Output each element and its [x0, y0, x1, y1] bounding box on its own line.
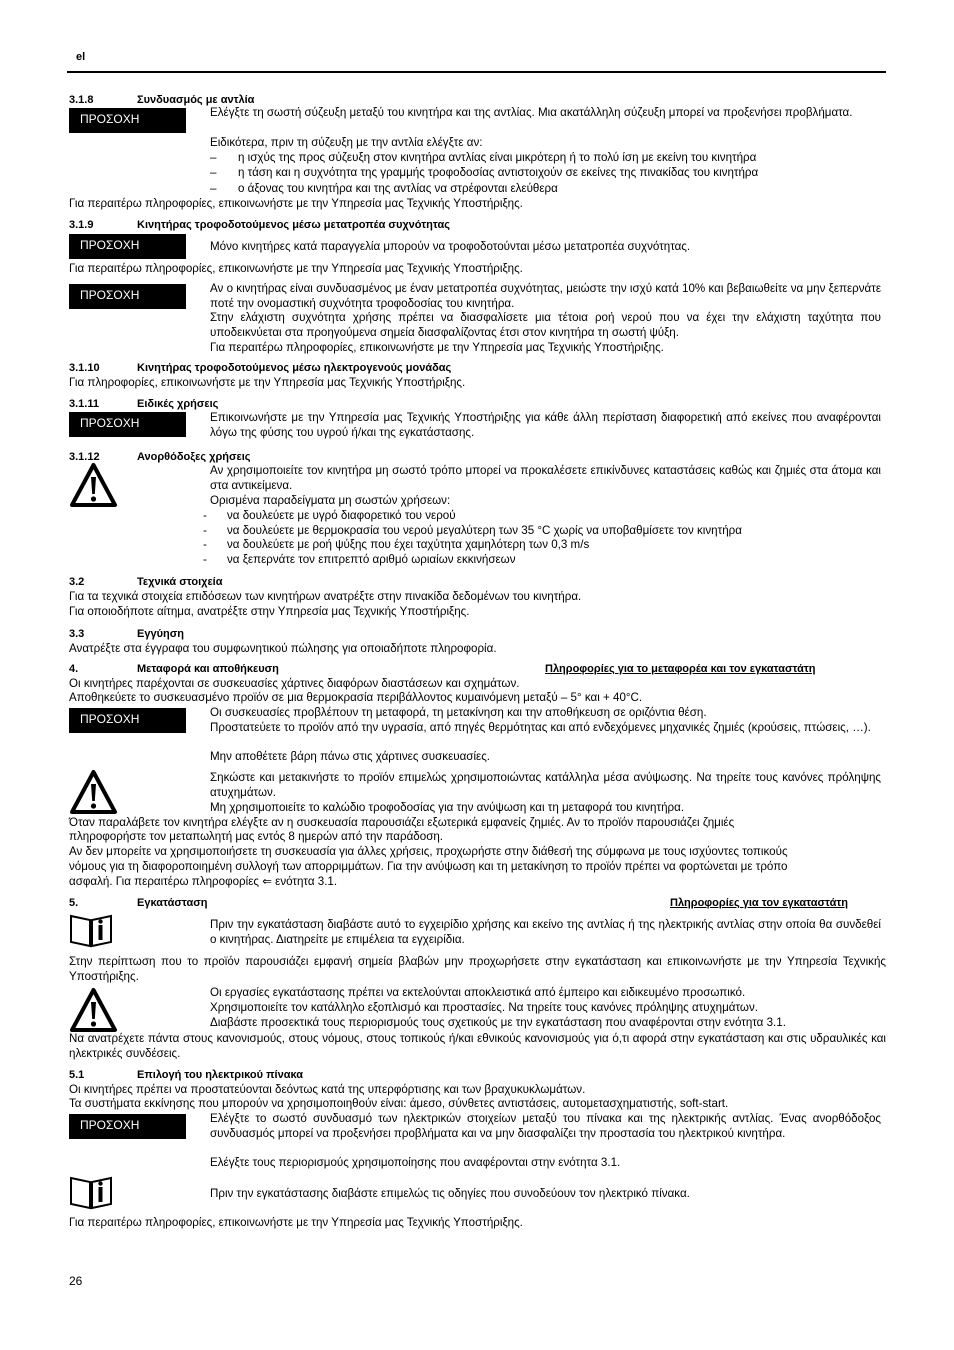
- paragraph: Διαβάστε προσεκτικά τους περιορισμούς τους σχετικούς με την εγκατάσταση που αναφέρονται στην ενότητα 3.1.: [210, 1016, 786, 1029]
- paragraph: Προστατεύετε το προϊόν από την υγρασία, από πηγές θερμότητας και από ενδεχόμενες μηχανικές ζημιές (κρούσεις, πτώσεις, …).: [210, 721, 871, 734]
- page-number: 26: [69, 1274, 83, 1288]
- list-item: – η τάση και η συχνότητα της γραμμής τροφοδοσίας αντιστοιχούν σε εκείνες της πινακίδας του κινητήρα: [210, 166, 759, 179]
- header-rule: [67, 71, 886, 73]
- paragraph: Ορισμένα παραδείγματα μη σωστών χρήσεων:: [210, 494, 451, 507]
- warning-badge: ΠΡΟΣΟΧΗ: [69, 1114, 186, 1139]
- warning-badge: ΠΡΟΣΟΧΗ: [69, 284, 186, 309]
- heading-5-1: 5.1 Επιλογή του ηλεκτρικού πίνακα: [69, 1069, 303, 1081]
- paragraph: Οι κινητήρες παρέχονται σε συσκευασίες χάρτινες διαφόρων διαστάσεων και σχημάτων.: [69, 677, 520, 690]
- warning-triangle-icon: [69, 769, 118, 815]
- paragraph: ασφαλή. Για περαιτέρω πληροφορίες ⇐ ενότητα 3.1.: [69, 875, 338, 888]
- paragraph: Στην περίπτωση που το προϊόν παρουσιάζει εμφανή σημεία βλαβών μην προχωρήσετε στην εγκατάσταση και επικοινωνήστε με την Υπηρεσία Τεχνικής Υποστήριξης.: [69, 955, 886, 983]
- heading-5: 5. Εγκατάσταση: [69, 897, 208, 909]
- paragraph: νόμους για τη διαφοροποιημένη συλλογή των απορριμμάτων. Για την ανύψωση και τη μετακίνηση το προϊόν πρέπει να φορτώνεται με τρόπο: [69, 860, 788, 873]
- audience-note: Πληροφορίες για το μεταφορέα και τον εγκαταστάτη: [545, 663, 816, 675]
- paragraph: Αποθηκεύετε το συσκευασμένο προϊόν σε μια θερμοκρασία περιβάλλοντος κυμαινόμενη μεταξύ – 5° και + 40°C.: [69, 691, 643, 704]
- paragraph: Αν ο κινητήρας είναι συνδυασμένος με έναν μετατροπέα συχνότητας, μειώστε την ισχύ κατά 10% και βεβαιωθείτε να μην ξεπερνάτε ποτέ την ονομαστική συχνότητα τροφοδοσίας του κινητήρα.: [210, 282, 881, 310]
- paragraph: Μόνο κινητήρες κατά παραγγελία μπορούν να τροφοδοτούνται μέσω μετατροπέα συχνότητας.: [210, 240, 691, 253]
- audience-note: Πληροφορίες για τον εγκαταστάτη: [670, 897, 848, 909]
- paragraph: Ανατρέξτε στα έγγραφα του συμφωνητικού πώλησης για οποιαδήποτε πληροφορία.: [69, 642, 497, 655]
- paragraph: Αν δεν μπορείτε να χρησιμοποιήσετε τη συσκευασία για άλλες χρήσεις, προχωρήστε στην διάθεσή της σύμφωνα με τους ισχύοντες τοπικούς: [69, 845, 788, 858]
- warning-badge: ΠΡΟΣΟΧΗ: [69, 708, 186, 733]
- paragraph: Για περαιτέρω πληροφορίες, επικοινωνήστε με την Υπηρεσία μας Τεχνικής Υποστήριξης.: [69, 197, 523, 210]
- paragraph: Τα συστήματα εκκίνησης που μπορούν να χρησιμοποιηθούν είναι: άμεσο, σύνθετες αντιστάσεις, αυτομετασχηματιστής, soft-start.: [69, 1097, 729, 1110]
- warning-badge: ΠΡΟΣΟΧΗ: [69, 234, 186, 259]
- paragraph: Όταν παραλάβετε τον κινητήρα ελέγξτε αν η συσκευασία παρουσιάζει εξωτερικά εμφανείς ζημιές. Αν το προϊόν παρουσιάζει ζημιές: [69, 816, 735, 829]
- paragraph: Για οποιοδήποτε αίτημα, ανατρέξτε στην Υπηρεσία μας Τεχνικής Υποστήριξης.: [69, 605, 470, 618]
- paragraph: Ελέγξτε τη σωστή σύζευξη μεταξύ του κινητήρα και της αντλίας. Μια ακατάλληλη σύζευξη μπορεί να προξενήσει προβλήματα.: [210, 106, 853, 119]
- list-item: – η ισχύς της προς σύζευξη στον κινητήρα αντλίας είναι μικρότερη ή το πολύ ίση με εκείνη του κινητήρα: [210, 151, 757, 164]
- paragraph: Να ανατρέχετε πάντα στους κανονισμούς, στους νόμους, στους τοπικούς ή/και εθνικούς κανονισμούς για ό,τι αφορά στην εγκατάσταση και στις υδραυλικές και ηλεκτρικές συνδέσεις.: [69, 1032, 886, 1060]
- paragraph: Για τα τεχνικά στοιχεία επιδόσεων των κινητήρων ανατρέξτε στην πινακίδα δεδομένων του κινητήρα.: [69, 590, 582, 603]
- language-code: el: [76, 51, 86, 63]
- paragraph: Οι κινητήρες πρέπει να προστατεύονται δεόντως κατά της υπερφόρτισης και των βραχυκυκλωμάτων.: [69, 1083, 586, 1096]
- paragraph: πληροφορήστε τον μεταπωλητή μας εντός 8 ημερών από την παράδοση.: [69, 830, 444, 843]
- read-manual-icon: [69, 1174, 113, 1210]
- heading-3-1-8: 3.1.8 Συνδυασμός με αντλία: [69, 94, 255, 106]
- warning-badge: ΠΡΟΣΟΧΗ: [69, 412, 186, 437]
- list-item: - να δουλεύετε με ροή ψύξης που έχει ταχύτητα χαμηλότερη των 0,3 m/s: [203, 538, 590, 551]
- heading-4: 4. Μεταφορά και αποθήκευση: [69, 663, 279, 675]
- paragraph: Επικοινωνήστε με την Υπηρεσία μας Τεχνικής Υποστήριξης για κάθε άλλη περίσταση διαφορετική από εκείνες που αναφέρονται λόγω της φύσης του υγρού ή/και της εγκατάστασης.: [210, 411, 881, 439]
- read-manual-icon: [69, 912, 113, 948]
- paragraph: Αν χρησιμοποιείτε τον κινητήρα μη σωστό τρόπο μπορεί να προκαλέσετε επικίνδυνες καταστάσεις καθώς και ζημιές στα άτομα και στα αντικείμενα.: [210, 464, 881, 492]
- paragraph: Για περαιτέρω πληροφορίες, επικοινωνήστε με την Υπηρεσία μας Τεχνικής Υποστήριξης.: [210, 341, 664, 354]
- heading-3-1-12: 3.1.12 Ανορθόδοξες χρήσεις: [69, 451, 251, 463]
- paragraph: Για περαιτέρω πληροφορίες, επικοινωνήστε με την Υπηρεσία μας Τεχνικής Υποστήριξης.: [69, 1216, 523, 1229]
- paragraph: Οι εργασίες εγκατάστασης πρέπει να εκτελούνται αποκλειστικά από έμπειρο και ειδικευμένο προσωπικό.: [210, 986, 746, 999]
- paragraph: Για πληροφορίες, επικοινωνήστε με την Υπηρεσία μας Τεχνικής Υποστήριξης.: [69, 376, 466, 389]
- paragraph: Πριν την εγκατάστασης διαβάστε επιμελώς τις οδηγίες που συνοδεύουν τον ηλεκτρικό πίνακα.: [210, 1187, 690, 1200]
- heading-3-2: 3.2 Τεχνικά στοιχεία: [69, 576, 223, 588]
- heading-3-1-10: 3.1.10 Κινητήρας τροφοδοτούμενος μέσω ηλεκτρογενούς μονάδας: [69, 362, 452, 374]
- warning-triangle-icon: [69, 462, 118, 508]
- list-item: - να ξεπερνάτε τον επιτρεπτό αριθμό ωριαίων εκκινήσεων: [203, 553, 516, 566]
- list-item: – ο άξονας του κινητήρα και της αντλίας να στρέφονται ελεύθερα: [210, 182, 558, 195]
- paragraph: Πριν την εγκατάσταση διαβάστε αυτό το εγχειρίδιο χρήσης και εκείνο της αντλίας ή της ηλεκτρικής αντλίας στην οποία θα συνδεθεί ο κινητήρας. Διατηρείτε με επιμέλεια τα εγχειρίδια.: [210, 918, 881, 946]
- list-item: - να δουλεύετε με υγρό διαφορετικό του νερού: [203, 509, 456, 522]
- paragraph: Ελέγξτε το σωστό συνδυασμό των ηλεκτρικών στοιχείων μεταξύ του πίνακα και της ηλεκτρικής αντλίας. Ένας ανορθόδοξος συνδυασμός μπορεί να προξενήσει προβλήματα και να μην διασφαλίζει την προστασία του ηλεκτρικού κινητήρα.: [210, 1112, 881, 1140]
- paragraph: Ειδικότερα, πριν τη σύζευξη με την αντλία ελέγξτε αν:: [210, 136, 483, 149]
- paragraph: Μην αποθέτετε βάρη πάνω στις χάρτινες συσκευασίες.: [210, 750, 491, 763]
- heading-3-3: 3.3 Εγγύηση: [69, 628, 184, 640]
- heading-3-1-11: 3.1.11 Ειδικές χρήσεις: [69, 398, 219, 410]
- paragraph: Χρησιμοποιείτε τον κατάλληλο εξοπλισμό και προστασίες. Να τηρείτε τους κανόνες πρόληψης ατυχημάτων.: [210, 1001, 758, 1014]
- paragraph: Οι συσκευασίες προβλέπουν τη μεταφορά, τη μετακίνηση και την αποθήκευση σε οριζόντια θέση.: [210, 706, 707, 719]
- paragraph: Σηκώστε και μετακινήστε το προϊόν επιμελώς χρησιμοποιώντας κατάλληλα μέσα ανύψωσης. Να τηρείτε τους κανόνες πρόληψης ατυχημάτων.: [210, 771, 881, 799]
- warning-badge: ΠΡΟΣΟΧΗ: [69, 108, 186, 133]
- warning-triangle-icon: [69, 987, 118, 1033]
- paragraph: Ελέγξτε τους περιορισμούς χρησιμοποίησης που αναφέρονται στην ενότητα 3.1.: [210, 1156, 621, 1169]
- paragraph: Μη χρησιμοποιείτε το καλώδιο τροφοδοσίας για την ανύψωση και τη μεταφορά του κινητήρα.: [210, 801, 685, 814]
- paragraph: Στην ελάχιστη συχνότητα χρήσης πρέπει να διασφαλίσετε μια τέτοια ροή νερού που να έχει την ελάχιστη ταχύτητα που υποδεικνύεται στα προηγούμενα σημεία διασφαλίζοντας έτσι στον κινητήρα τη σωστή ψύξη.: [210, 311, 881, 339]
- heading-3-1-9: 3.1.9 Κινητήρας τροφοδοτούμενος μέσω μετατροπέα συχνότητας: [69, 219, 450, 231]
- paragraph: Για περαιτέρω πληροφορίες, επικοινωνήστε με την Υπηρεσία μας Τεχνικής Υποστήριξης.: [69, 262, 523, 275]
- list-item: - να δουλεύετε με θερμοκρασία του νερού μεγαλύτερη των 35 °C χωρίς να υποβαθμίσετε τον κινητήρα: [203, 524, 742, 537]
